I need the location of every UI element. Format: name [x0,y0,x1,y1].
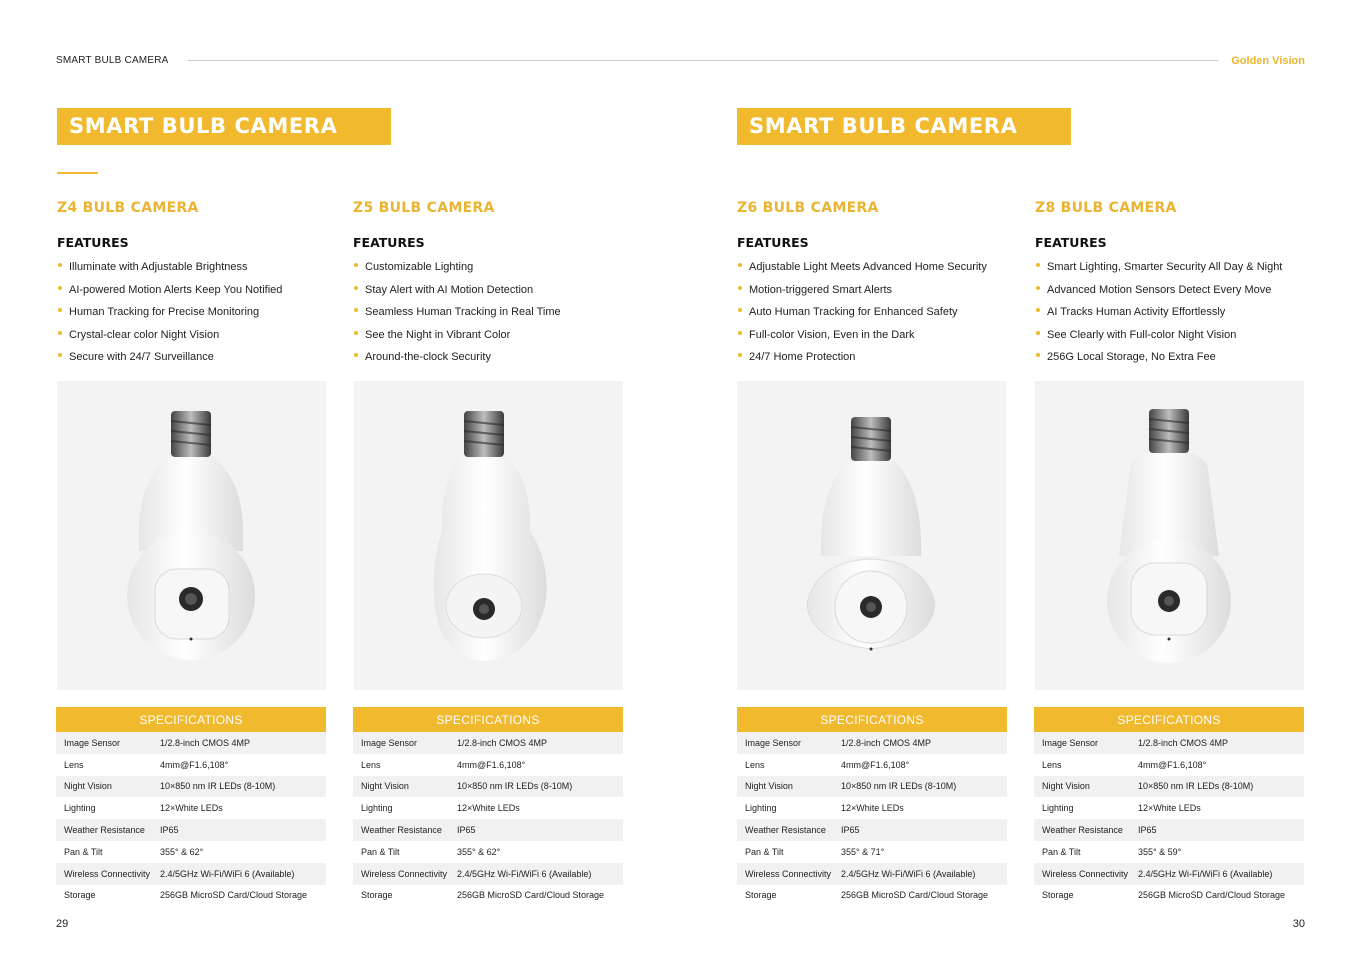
spec-row: Image Sensor 1/2.8-inch CMOS 4MP [737,732,1007,754]
feature-item: Full-color Vision, Even in the Dark [737,327,1007,350]
spec-row: Night Vision 10×850 nm IR LEDs (8-10M) [353,776,623,798]
bullet-icon [58,331,62,335]
bullet-icon [738,353,742,357]
feature-item: Customizable Lighting [353,259,623,282]
spec-rows [1034,732,1304,906]
product-z5 [353,200,623,372]
product-title: Z8 BULB CAMERA [1035,200,1177,216]
product-z8 [1035,200,1305,372]
bulb-camera-z6-image [737,381,1006,690]
spec-table-z6 [737,707,1007,906]
spec-rows [353,732,623,906]
spec-row: Pan & Tilt 355° & 62° [64,846,204,857]
spec-row: Weather Resistance IP65 [353,819,623,841]
header-divider [188,60,1218,61]
features-heading: FEATURES [1035,235,1107,250]
spec-row: Lens 4mm@F1.6,108° [64,759,229,770]
feature-item: Secure with 24/7 Surveillance [57,349,327,372]
feature-item: Advanced Motion Sensors Detect Every Move [1035,282,1305,305]
spec-rows [737,732,1007,906]
feature-list [57,259,327,372]
bullet-icon [738,263,742,267]
spec-row: Image Sensor 1/2.8-inch CMOS 4MP [56,732,326,754]
spec-row: Pan & Tilt 355° & 59° [1042,846,1182,857]
bullet-icon [354,286,358,290]
spec-row: Weather Resistance IP65 [1034,819,1304,841]
product-title: Z4 BULB CAMERA [57,200,199,216]
bullet-icon [58,286,62,290]
spec-table-z5 [353,707,623,906]
bullet-icon [354,331,358,335]
feature-item: Seamless Human Tracking in Real Time [353,304,623,327]
feature-item: Illuminate with Adjustable Brightness [57,259,327,282]
feature-list [1035,259,1305,372]
bullet-icon [354,353,358,357]
spec-row: Lighting 12×White LEDs [745,803,904,814]
spec-table-header: SPECIFICATIONS [737,707,1007,732]
feature-item: Stay Alert with AI Motion Detection [353,282,623,305]
spec-row: Storage 256GB MicroSD Card/Cloud Storage [361,890,605,901]
product-z6 [737,200,1007,372]
product-photo-z5 [354,381,623,690]
feature-item: AI Tracks Human Activity Effortlessly [1035,304,1305,327]
bulb-camera-z5-image [354,381,623,690]
spec-row: Wireless Connectivity 2.4/5GHz Wi-Fi/WiFi 6 (Available) [56,863,326,885]
spec-row: Night Vision 10×850 nm IR LEDs (8-10M) [1034,776,1304,798]
features-heading: FEATURES [737,235,809,250]
feature-item: Human Tracking for Precise Monitoring [57,304,327,327]
product-title: Z6 BULB CAMERA [737,200,879,216]
brand-name: Golden Vision [1231,55,1305,67]
spec-table-header: SPECIFICATIONS [353,707,623,732]
product-photo-z6 [737,381,1006,690]
spec-table-z8 [1034,707,1304,906]
bullet-icon [738,308,742,312]
feature-item: 24/7 Home Protection [737,349,1007,372]
spec-row: Storage 256GB MicroSD Card/Cloud Storage [64,890,308,901]
feature-item: Motion-triggered Smart Alerts [737,282,1007,305]
accent-divider [57,172,98,174]
bullet-icon [354,308,358,312]
page-number-right: 30 [1292,918,1305,930]
bulb-camera-z4-image [57,381,326,690]
bullet-icon [58,308,62,312]
feature-item: Smart Lighting, Smarter Security All Day & Night [1035,259,1305,282]
spec-table-header: SPECIFICATIONS [1034,707,1304,732]
spec-row: Lighting 12×White LEDs [361,803,520,814]
feature-item: Around-the-clock Security [353,349,623,372]
spec-row: Lens 4mm@F1.6,108° [1042,759,1207,770]
spec-row: Lens 4mm@F1.6,108° [361,759,526,770]
bullet-icon [1036,331,1040,335]
spec-row: Lighting 12×White LEDs [1042,803,1201,814]
spec-row: Night Vision 10×850 nm IR LEDs (8-10M) [737,776,1007,798]
spec-rows [56,732,326,906]
bullet-icon [738,286,742,290]
spec-row: Pan & Tilt 355° & 62° [361,846,501,857]
product-z4 [57,200,327,372]
bullet-icon [738,331,742,335]
feature-list [737,259,1007,372]
bullet-icon [354,263,358,267]
feature-item: Crystal-clear color Night Vision [57,327,327,350]
spec-row: Storage 256GB MicroSD Card/Cloud Storage [1042,890,1286,901]
bullet-icon [58,263,62,267]
spec-row: Image Sensor 1/2.8-inch CMOS 4MP [353,732,623,754]
feature-item: AI-powered Motion Alerts Keep You Notified [57,282,327,305]
spec-row: Wireless Connectivity 2.4/5GHz Wi-Fi/WiFi 6 (Available) [353,863,623,885]
bullet-icon [1036,308,1040,312]
bullet-icon [58,353,62,357]
bullet-icon [1036,286,1040,290]
bulb-camera-z8-image [1035,381,1304,690]
feature-item: Adjustable Light Meets Advanced Home Security [737,259,1007,282]
product-photo-z8 [1035,381,1304,690]
section-banner-right: SMART BULB CAMERA [737,108,1071,145]
spec-row: Lens 4mm@F1.6,108° [745,759,910,770]
spec-row: Weather Resistance IP65 [737,819,1007,841]
spec-row: Weather Resistance IP65 [56,819,326,841]
feature-item: See Clearly with Full-color Night Vision [1035,327,1305,350]
features-heading: FEATURES [353,235,425,250]
spec-row: Pan & Tilt 355° & 71° [745,846,885,857]
bullet-icon [1036,353,1040,357]
spec-row: Storage 256GB MicroSD Card/Cloud Storage [745,890,989,901]
page-number-left: 29 [56,918,69,930]
spec-table-z4 [56,707,326,906]
product-photo-z4 [57,381,326,690]
spec-row: Night Vision 10×850 nm IR LEDs (8-10M) [56,776,326,798]
spec-table-header: SPECIFICATIONS [56,707,326,732]
features-heading: FEATURES [57,235,129,250]
bullet-icon [1036,263,1040,267]
feature-item: Auto Human Tracking for Enhanced Safety [737,304,1007,327]
spec-row: Image Sensor 1/2.8-inch CMOS 4MP [1034,732,1304,754]
running-header-title: SMART BULB CAMERA [56,55,169,66]
spec-row: Wireless Connectivity 2.4/5GHz Wi-Fi/WiFi 6 (Available) [1034,863,1304,885]
feature-item: See the Night in Vibrant Color [353,327,623,350]
product-title: Z5 BULB CAMERA [353,200,495,216]
feature-list [353,259,623,372]
spec-row: Wireless Connectivity 2.4/5GHz Wi-Fi/WiFi 6 (Available) [737,863,1007,885]
feature-item: 256G Local Storage, No Extra Fee [1035,349,1305,372]
section-banner-left: SMART BULB CAMERA [57,108,391,145]
spec-row: Lighting 12×White LEDs [64,803,223,814]
